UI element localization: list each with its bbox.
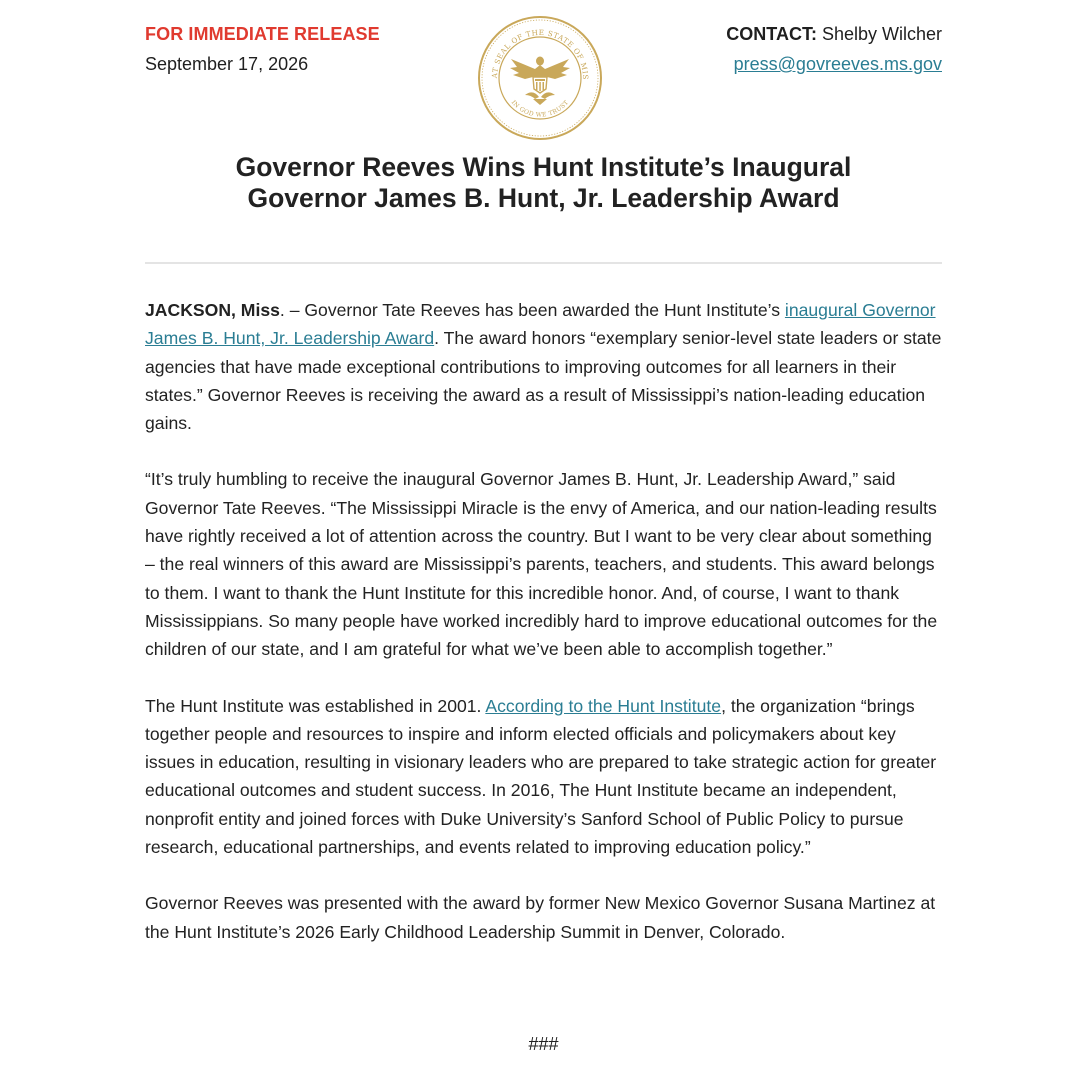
press-release-page [145,0,942,1080]
divider [145,262,942,264]
state-seal-logo [477,15,603,141]
svg-text:THE GREAT SEAL OF THE STATE OF: AT SEAL OF THE STATE OF MIS [489,27,591,80]
contact-name: Shelby Wilcher [821,24,942,44]
paragraph-3-text-b: , the organization “brings together people and resources to inspire and inform elected officials and policymakers about key issues in education, resulting in visionary leaders who are prepared to take strategic action for greater educational outcomes and student success. In 2016, The Hunt Institute became an independent, nonprofit entity and joined forces with Duke University’s Sanford School of Public Policy to pursue research, educational partnerships, and events related to improving education policy.” [145,695,937,858]
end-mark: ### [528,1034,559,1054]
contact-email-link[interactable]: press@govreeves.ms.gov [733,54,942,74]
award-link[interactable]: inaugural Governor James B. Hunt, Jr. Leadership Award [145,300,936,349]
dateline: JACKSON, Miss [145,300,280,320]
contact-label: CONTACT: [726,24,817,44]
release-label: FOR IMMEDIATE RELEASE [145,24,380,44]
paragraph-1-text-a: . – Governor Tate Reeves has been awarded the Hunt Institute’s [279,300,785,320]
headline-line-1: Governor Reeves Wins Hunt Institute’s Inaugural [235,152,852,182]
seal-emblem-icon [477,15,603,141]
paragraph-3 [145,692,942,862]
paragraph-1 [145,296,942,437]
paragraph-2-quote: “It’s truly humbling to receive the inaugural Governor James B. Hunt, Jr. Leadership Award,” said Governor Tate Reeves. “The Mississippi Miracle is the envy of America, and our nation-leading results have rightly received a lot of attention across the country. But I want to be very clear about something – the real winners of this award are Mississippi’s parents, teachers, and students. This award belongs to them. I want to thank the Hunt Institute for this incredible honor. And, of course, I want to thank Mississippians. So many people have worked incredibly hard to improve educational outcomes for the children of our state, and I am grateful for what we’ve been able to accomplish together.” [145,469,938,660]
paragraph-3-text-a: The Hunt Institute was established in 2001. [145,695,486,716]
contact-line [726,24,942,45]
hunt-institute-link[interactable]: According to the Hunt Institute [485,695,722,716]
paragraph-1-text-b: . The award honors “exemplary senior-level state leaders or state agencies that have made exceptional contributions to improving outcomes for all learners in their states.” Governor Reeves is receiving the award as a result of Mississippi’s nation-leading education gains. [145,328,942,434]
release-date: September 17, 2026 [145,54,309,74]
article-body [145,296,942,974]
headline [145,152,942,214]
headline-line-2: Governor James B. Hunt, Jr. Leadership Award [247,183,840,213]
svg-text:IN GOD WE TRUST: IN GOD WE TRUST [509,99,571,119]
paragraph-4: Governor Reeves was presented with the award by former New Mexico Governor Susana Martinez at the Hunt Institute’s 2026 Early Childhood Leadership Summit in Denver, Colorado. [145,893,936,942]
